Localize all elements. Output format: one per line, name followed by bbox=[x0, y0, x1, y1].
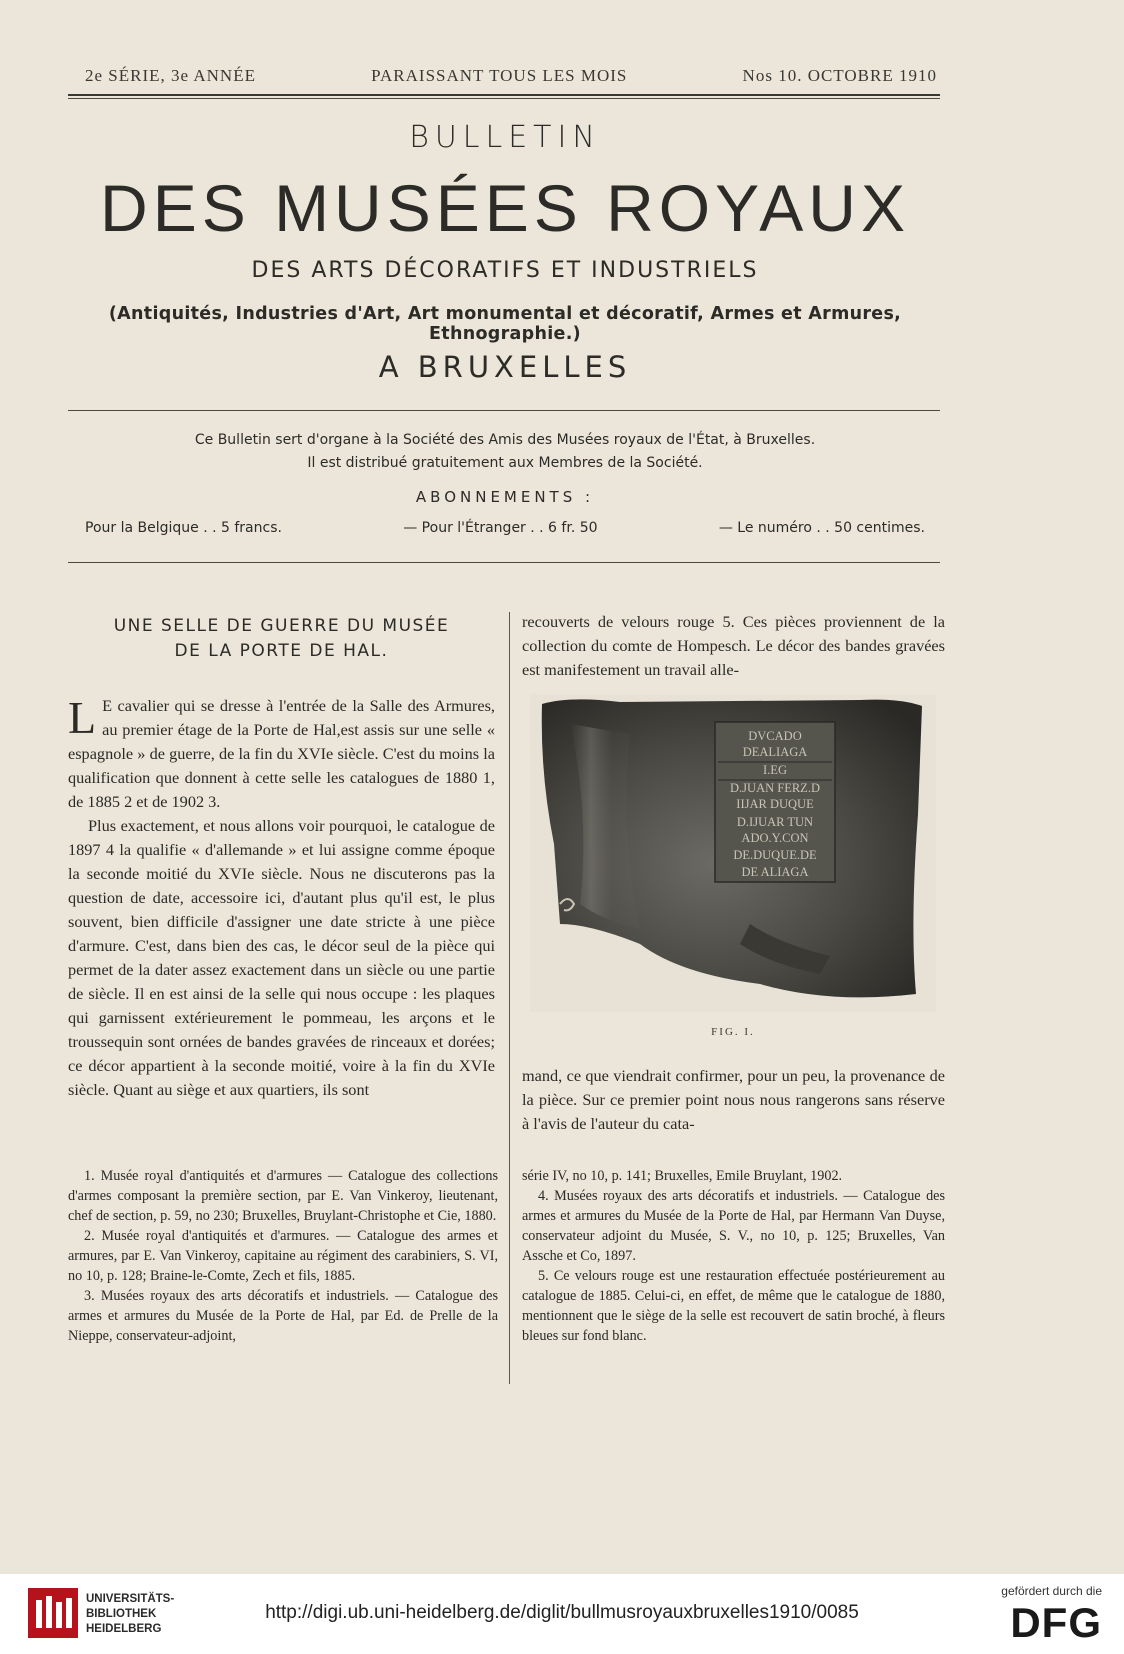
library-name-line1: UNIVERSITÄTS- bbox=[86, 1593, 175, 1605]
inscription-line: D.JUAN FERZ.D bbox=[730, 781, 820, 795]
inscription-line: DVCADO bbox=[748, 729, 802, 743]
column-divider bbox=[509, 612, 510, 1384]
issue-label: Nos 10. OCTOBRE 1910 bbox=[742, 66, 937, 85]
footnote-3-continued: série IV, no 10, p. 141; Bruxelles, Emile Bruylant, 1902. bbox=[522, 1168, 843, 1184]
header-rule bbox=[68, 94, 940, 96]
inscription-line: I.EG bbox=[763, 763, 787, 777]
article-title-line1: UNE SELLE DE GUERRE DU MUSÉE bbox=[113, 616, 450, 636]
footnote-3: 3. Musées royaux des arts décoratifs et industriels. — Catalogue des armes et armures du Musée de la Porte de Hal, par Ed. de Prelle de la Nieppe, conservateur-adjoint, bbox=[68, 1288, 498, 1344]
digitization-footer bbox=[0, 1574, 1124, 1654]
inscription-line: DE.DUQUE.DE bbox=[733, 848, 817, 862]
price-belgium: Pour la Belgique . . 5 francs. bbox=[85, 520, 282, 536]
drop-cap: L bbox=[68, 692, 97, 743]
masthead-city: A BRUXELLES bbox=[378, 350, 632, 384]
article-paragraph-2: Plus exactement, et nous allons voir pourquoi, le catalogue de 1897 4 la qualifie « d'allemande » et lui assigne comme époque la seconde moitié du XVIe siècle. Nous ne discuterons pas la question de date, accessoire ici, d'autant plus qu'il est, le plus souvent, bien difficile d'assigner une date stricte à une pièce d'armure. C'est, dans bien des cas, le décor seul de la pièce qui permet de la dater assez exactement dans un siècle ou une partie de siècle. Il en est ainsi de la selle qui nous occupe : les plaques qui garnissent extérieurement le pommeau, les arçons et le troussequin sont ornées de bandes gravées de rinceaux et dorées; ce décor appartient à la seconde moitié, voire à la fin du XVIe siècle. Quant au siège et aux quartiers, ils sont bbox=[68, 816, 495, 1099]
inscription-line: DEALIAGA bbox=[742, 745, 808, 759]
info-rule bbox=[68, 562, 940, 563]
permalink-url[interactable]: http://digi.ub.uni-heidelberg.de/diglit/bullmusroyauxbruxelles1910/0085 bbox=[265, 1602, 859, 1623]
masthead-bulletin: BULLETIN bbox=[409, 120, 601, 155]
masthead-scope: (Antiquités, Industries d'Art, Art monumental et décoratif, Armes et Armures, Ethnographie.) bbox=[108, 304, 902, 344]
article-column-right-top: recouverts de velours rouge 5. Ces pièces proviennent de la collection du comte de Hompesch. Le décor des bandes gravées est manifestement un travail alle- bbox=[522, 612, 945, 679]
subscriptions-heading: ABONNEMENTS : bbox=[415, 488, 595, 506]
footnote-2: 2. Musée royal d'antiquités et d'armures. — Catalogue des armes et armures, par E. Van Vinkeroy, capitaine au régiment des carabiniers, S. VI, no 10, p. 128; Braine-le-Comte, Zech et fils, 1885. bbox=[68, 1228, 498, 1284]
price-issue: — Le numéro . . 50 centimes. bbox=[718, 520, 925, 536]
masthead-rule bbox=[68, 410, 940, 411]
inscription-text bbox=[730, 729, 820, 879]
footnotes-left bbox=[68, 1166, 498, 1346]
masthead-title: DES MUSÉES ROYAUX bbox=[100, 171, 910, 245]
dfg-logo: DFG bbox=[1010, 1599, 1102, 1646]
article-p1-text: E cavalier qui se dresse à l'entrée de la Salle des Armures, au premier étage de la Porte de Hal,est assis sur une selle « espagnole » de guerre, de la fin du XVIe siècle. C'est du moins la qualification que donnent à cette selle les catalogues de 1880 1, de 1885 2 et de 1902 3. bbox=[68, 696, 495, 811]
issue-header bbox=[85, 66, 937, 86]
library-name-line2: BIBLIOTHEK bbox=[86, 1608, 157, 1620]
subscription-prices bbox=[85, 520, 925, 536]
society-note: Ce Bulletin sert d'organe à la Société des Amis des Musées royaux de l'État, à Bruxelles. bbox=[194, 432, 816, 448]
funded-by-label: gefördert durch die bbox=[1001, 1584, 1102, 1598]
article-title bbox=[68, 614, 495, 664]
series-label: 2e SÉRIE, 3e ANNÉE bbox=[85, 66, 256, 85]
inscription-line: DE ALIAGA bbox=[741, 865, 809, 879]
distribution-note: Il est distribué gratuitement aux Membres de la Société. bbox=[307, 455, 703, 471]
inscription-line: ADO.Y.CON bbox=[741, 831, 809, 845]
footnote-4: 4. Musées royaux des arts décoratifs et industriels. — Catalogue des armes et armures du Musée de la Porte de Hal, par Hermann Van Duyse, conservateur adjoint du Musée, S. V., no 10, p. 125; Bruxelles, Van Assche et Co, 1897. bbox=[522, 1188, 945, 1264]
library-name-line3: HEIDELBERG bbox=[86, 1623, 162, 1635]
footnote-1: 1. Musée royal d'antiquités et d'armures — Catalogue des collections d'armes composant la première section, par E. Van Vinkeroy, lieutenant, chef de section, p. 59, no 230; Bruxelles, Bruylant-Christophe et Cie, 1880. bbox=[68, 1168, 498, 1224]
inscription-line: IIJAR DUQUE bbox=[736, 797, 814, 811]
footnotes-right bbox=[522, 1166, 945, 1346]
figure-saddle bbox=[530, 694, 936, 1012]
price-abroad: — Pour l'Étranger . . 6 fr. 50 bbox=[403, 520, 598, 536]
article-paragraph-1 bbox=[68, 694, 495, 814]
article-title-line2: DE LA PORTE DE HAL. bbox=[174, 641, 389, 661]
article-column-left bbox=[68, 694, 495, 1102]
figure-caption: FIG. I. bbox=[711, 1026, 755, 1038]
footnote-5: 5. Ce velours rouge est une restauration effectuée postérieurement au catalogue de 1885. Celui-ci, en effet, de même que le catalogue de 1880, mentionnent que le siège de la selle est recouvert de satin broché, à fleurs bleues sur fond blanc. bbox=[522, 1268, 945, 1344]
frequency-label: PARAISSANT TOUS LES MOIS bbox=[371, 66, 628, 85]
masthead-subtitle: DES ARTS DÉCORATIFS ET INDUSTRIELS bbox=[251, 258, 759, 283]
saddle-image bbox=[530, 694, 936, 1012]
inscription-line: D.IJUAR TUN bbox=[736, 815, 814, 829]
header-rule-thin bbox=[68, 98, 940, 99]
article-column-right-bottom: mand, ce que viendrait confirmer, pour un peu, la provenance de la pièce. Sur ce premier point nous nous rangerons sans réserve à l'avis de l'auteur du cata- bbox=[522, 1066, 945, 1133]
